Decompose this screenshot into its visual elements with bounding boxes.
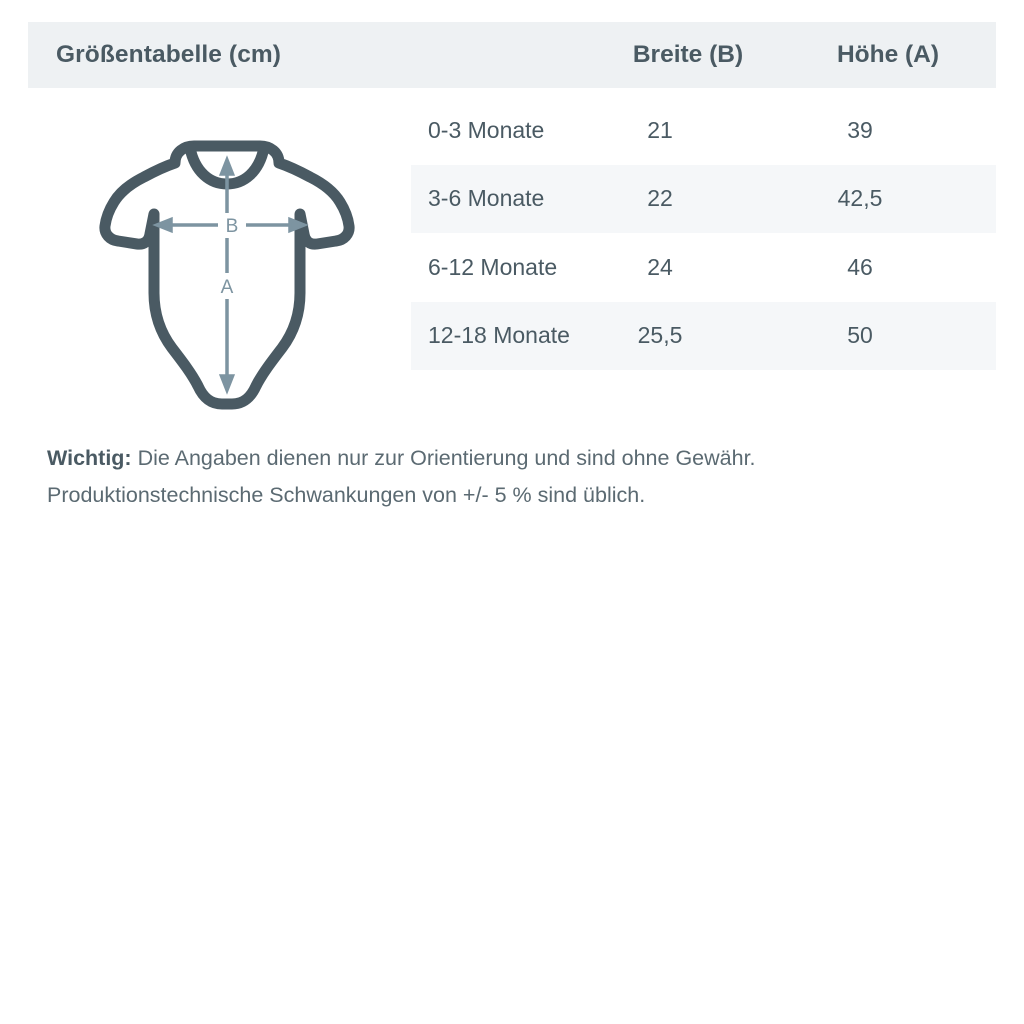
cell-size: 0-3 Monate: [428, 116, 545, 143]
bodysuit-illustration: [72, 118, 382, 418]
table-row: [411, 165, 996, 234]
page-title: Größentabelle (cm): [56, 41, 282, 68]
table-row: [411, 233, 996, 302]
cell-width: 24: [647, 253, 673, 280]
disclaimer-lead: Wichtig:: [47, 446, 132, 470]
cell-width: 25,5: [637, 322, 683, 349]
label-height-a: A: [220, 277, 234, 298]
cell-height: 50: [847, 322, 873, 349]
table-row: [411, 96, 996, 165]
column-header-height: Höhe (A): [836, 41, 940, 68]
size-table: [411, 96, 996, 370]
disclaimer-note: [47, 440, 977, 514]
cell-size: 12-18 Monate: [428, 322, 570, 349]
column-header-width: Breite (B): [632, 41, 744, 68]
cell-size: 6-12 Monate: [428, 253, 558, 280]
cell-height: 39: [847, 116, 873, 143]
table-row: [411, 302, 996, 371]
disclaimer-line-1: [47, 440, 977, 477]
cell-height: 46: [847, 253, 873, 280]
disclaimer-text-1: Die Angaben dienen nur zur Orientierung und sind ohne Gewähr.: [131, 446, 756, 470]
cell-size: 3-6 Monate: [428, 185, 545, 212]
cell-width: 22: [647, 185, 673, 212]
disclaimer-line-2: Produktionstechnische Schwankungen von +/- 5 % sind üblich.: [47, 483, 646, 507]
table-header: [28, 22, 996, 88]
label-width-b: B: [225, 216, 239, 237]
cell-height: 42,5: [837, 185, 883, 212]
cell-width: 21: [647, 116, 673, 143]
